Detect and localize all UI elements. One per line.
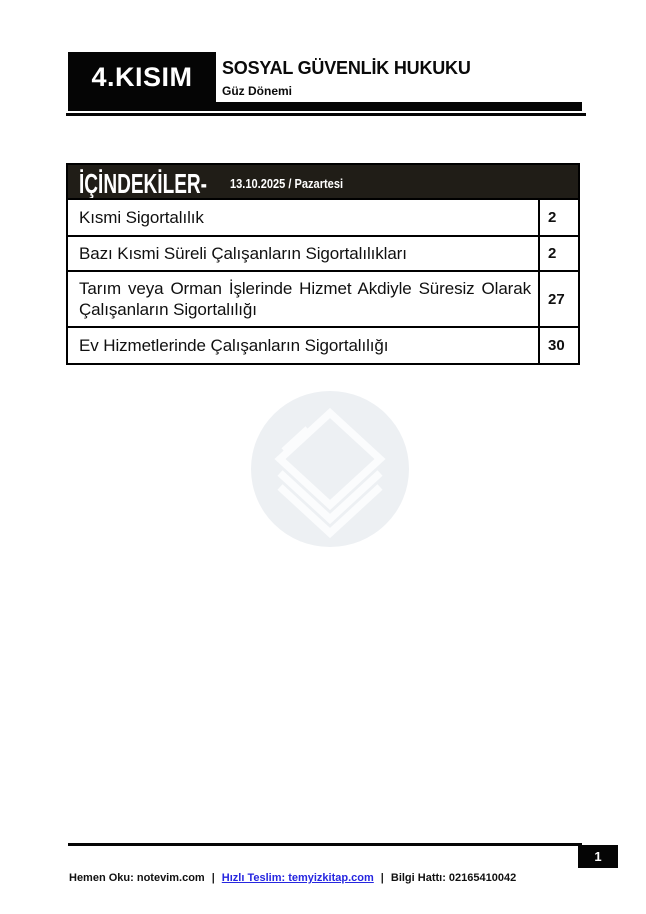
course-title: SOSYAL GÜVENLİK HUKUKU (222, 58, 471, 78)
toc-row-label-cell (68, 200, 540, 235)
footer-shop-link[interactable]: Hızlı Teslim: temyizkitap.com (221, 872, 374, 884)
section-number-label: 4.KISIM (91, 61, 193, 92)
toc-header-row (68, 165, 578, 198)
page-number-box (578, 845, 618, 868)
header-rule-thin (66, 113, 586, 116)
toc-header-date: 13.10.2025 / Pazartesi (230, 176, 344, 191)
page-number: 1 (594, 849, 602, 864)
toc-header-title: İÇİNDEKİLER- (79, 168, 207, 198)
toc-row (68, 270, 578, 326)
section-number-box (68, 52, 216, 102)
footer-left-text: Hemen Oku: notevim.com (69, 872, 205, 884)
toc-table (66, 163, 580, 365)
toc-row-page-number: 2 (548, 245, 557, 262)
toc-row-label: Kısmi Sigortalılık (79, 208, 204, 227)
toc-row-label: Ev Hizmetlerinde Çalışanların Sigortalılığı (79, 336, 389, 355)
toc-row-label: Bazı Kısmi Süreli Çalışanların Sigortalılıkları (79, 244, 407, 263)
toc-row-label-cell (68, 272, 540, 326)
toc-row-label-cell (68, 237, 540, 270)
separator: | (211, 872, 215, 884)
toc-row-page-number: 2 (548, 209, 557, 226)
layers-icon (250, 389, 410, 549)
toc-row-label: Tarım veya Orman İşlerinde Hizmet Akdiyle Süresiz Olarak Çalışanların Sigortalılığı (79, 279, 531, 319)
footer-rule (68, 843, 582, 846)
toc-row (68, 326, 578, 363)
term-subtitle: Güz Dönemi (222, 84, 293, 98)
separator: | (380, 872, 384, 884)
toc-row-page-number: 30 (548, 337, 565, 354)
toc-row (68, 235, 578, 270)
toc-row-page-number: 27 (548, 290, 565, 308)
toc-row (68, 198, 578, 235)
header-rule-thick (68, 102, 582, 111)
footer-info (69, 872, 516, 884)
toc-row-label-cell (68, 328, 540, 363)
footer-right-text: Bilgi Hattı: 02165410042 (390, 872, 517, 884)
watermark (250, 389, 410, 549)
